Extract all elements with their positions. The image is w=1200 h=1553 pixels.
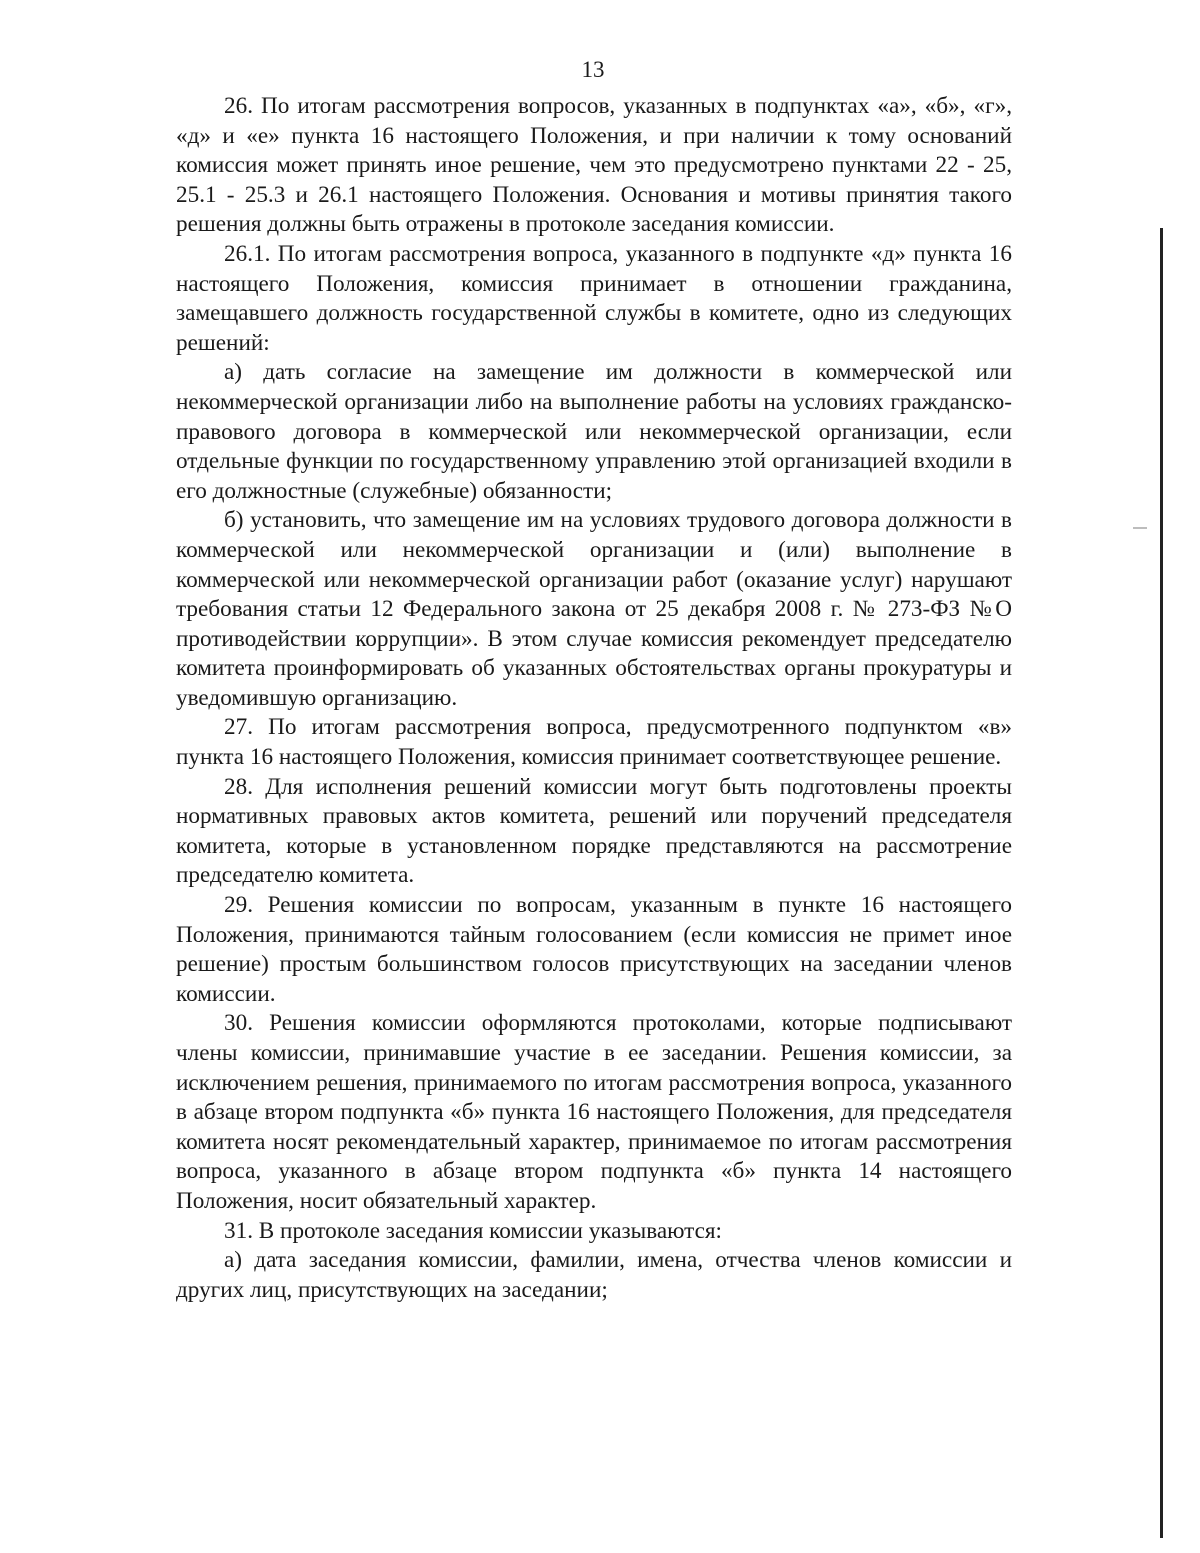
subparagraph-31-a: а) дата заседания комиссии, фамилии, имена, отчества членов комиссии и других лиц, присутствующих на заседании; bbox=[176, 1247, 1012, 1303]
paragraph-26-1: 26.1. По итогам рассмотрения вопроса, указанного в подпункте «д» пункта 16 настоящего Положения, комиссия принимает в отношении гражданина, замещавшего должность государственной службы в комитете, одно из следующих решений: bbox=[176, 240, 1012, 356]
paragraph-31: 31. В протоколе заседания комиссии указываются: bbox=[224, 1217, 722, 1244]
subparagraph-26-1-a: а) дать согласие на замещение им должности в коммерческой или некоммерческой организации либо на выполнение работы на условиях гражданско-правового договора в коммерческой или некоммерческой организации, если отдельные функции по государственному управлению этой организацией входили в его должностные (служебные) обязанности; bbox=[176, 359, 1012, 504]
scan-artifact bbox=[1133, 527, 1147, 529]
subparagraph-26-1-b: б) установить, что замещение им на условиях трудового договора должности в коммерческой или некоммерческой организации и (или) выполнение в коммерческой или некоммерческой организации работ (оказание услуг) нарушают требования статьи 12 Федерального закона от 25 декабря 2008 г. № 273-ФЗ №О противодействии коррупции». В этом случае комиссия рекомендует председателю комитета проинформировать об указанных обстоятельствах органы прокуратуры и уведомившую организацию. bbox=[176, 507, 1012, 711]
paragraph-28: 28. Для исполнения решений комиссии могут быть подготовлены проекты нормативных правовых актов комитета, решений или поручений председателя комитета, которые в установленном порядке представляются на рассмотрение председателю комитета. bbox=[176, 773, 1012, 889]
document-body bbox=[176, 92, 1012, 1305]
paragraph-29: 29. Решения комиссии по вопросам, указанным в пункте 16 настоящего Положения, принимаются тайным голосованием (если комиссия не примет иное решение) простым большинством голосов присутствующих на заседании членов комиссии. bbox=[176, 892, 1012, 1007]
paragraph-26: 26. По итогам рассмотрения вопросов, указанных в подпунктах «а», «б», «г», «д» и «е» пункта 16 настоящего Положения, и при наличии к тому оснований комиссия может принять иное решение, чем это предусмотрено пунктами 22 - 25, 25.1 - 25.3 и 26.1 настоящего Положения. Основания и мотивы принятия такого решения должны быть отражены в протоколе заседания комиссии. bbox=[176, 93, 1012, 238]
paragraph-27: 27. По итогам рассмотрения вопроса, предусмотренного подпунктом «в» пункта 16 настоящего Положения, комиссия принимает соответствующее решение. bbox=[176, 714, 1012, 771]
paragraph-30: 30. Решения комиссии оформляются протоколами, которые подписывают члены комиссии, принимавшие участие в ее заседании. Решения комиссии, за исключением решения, принимаемого по итогам рассмотрения вопроса, указанного в абзаце втором подпункта «б» пункта 16 настоящего Положения, для председателя комитета носят рекомендательный характер, принимаемое по итогам рассмотрения вопроса, указанного в абзаце втором подпункта «б» пункта 14 настоящего Положения, носит обязательный характер. bbox=[176, 1010, 1012, 1214]
scan-edge-line bbox=[1160, 228, 1163, 1538]
page-number: 13 bbox=[581, 57, 605, 82]
